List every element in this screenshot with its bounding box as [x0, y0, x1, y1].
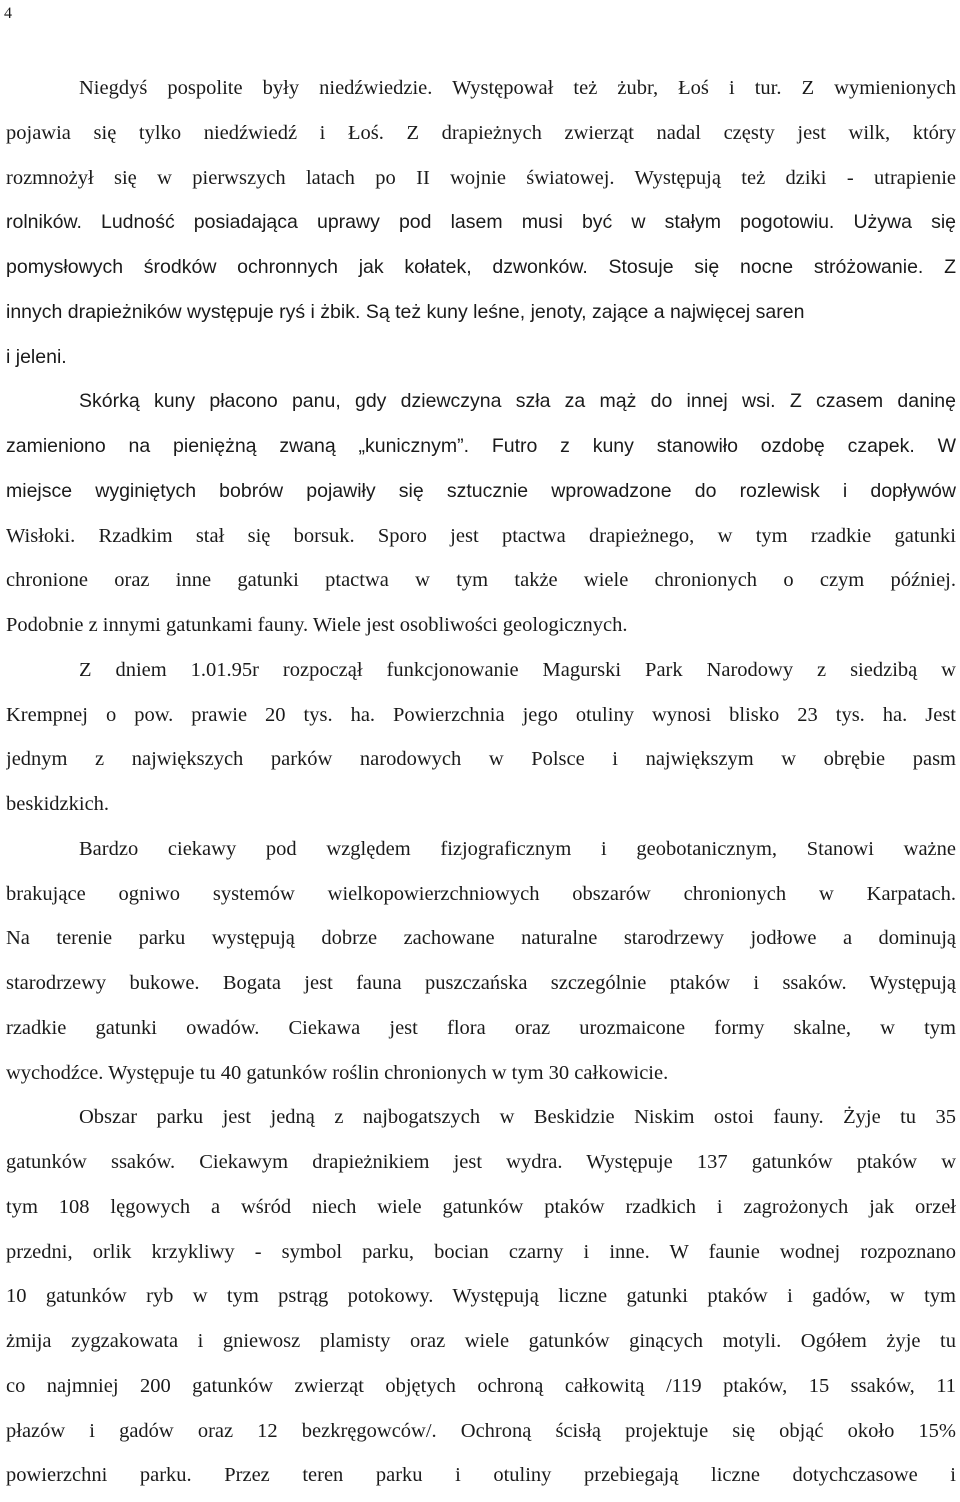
- text-line: brakujące ogniwo systemów wielkopowierzchniowych obszarów chronionych w Karpatach.: [6, 882, 956, 905]
- text-line: Bardzo ciekawy pod względem fizjograficznym i geobotanicznym, Stanowi ważne: [79, 837, 956, 860]
- text-line: gatunków ssaków. Ciekawym drapieżnikiem jest wydra. Występuje 137 gatunków ptaków w: [6, 1151, 956, 1173]
- text-line: płazów i gadów oraz 12 bezkręgowców/. Ochroną ścisłą projektuje się objąć około 15%: [6, 1419, 956, 1442]
- text-line: Wisłoki. Rzadkim stał się borsuk. Sporo jest ptactwa drapieżnego, w tym rzadkie gatunki: [6, 524, 956, 547]
- text-line: chronione oraz inne gatunki ptactwa w tym także wiele chronionych o czym później.: [6, 569, 956, 592]
- text-line: Na terenie parku występują dobrze zachowane naturalne starodrzewy jodłowe a dominują: [6, 927, 956, 950]
- text-line: jednym z największych parków narodowych w Polsce i największym w obrębie pasm: [6, 748, 956, 771]
- text-line: powierzchni parku. Przez teren parku i otuliny przebiegają liczne dotychczasowe i: [6, 1464, 956, 1487]
- text-line: Krempnej o pow. prawie 20 tys. ha. Powierzchnia jego otuliny wynosi blisko 23 tys. ha. Jest: [6, 703, 956, 726]
- text-line: tym 108 lęgowych a wśród niech wiele gatunków ptaków rzadkich i zagrożonych jak orzeł: [6, 1195, 956, 1218]
- text-line: Niegdyś pospolite były niedźwiedzie. Występował też żubr, Łoś i tur. Z wymienionych: [79, 77, 956, 99]
- text-line: beskidzkich.: [6, 793, 110, 815]
- text-line: Z dniem 1.01.95r rozpoczął funkcjonowanie Magurski Park Narodowy z siedzibą w: [79, 658, 956, 681]
- text-line: zamieniono na pieniężną zwaną „kunicznym”. Futro z kuny stanowiło ozdobę czapek. W: [6, 435, 956, 457]
- text-line: Skórką kuny płacono panu, gdy dziewczyna szła za mąż do innej wsi. Z czasem daninę: [79, 390, 956, 413]
- document-body: [6, 70, 956, 1502]
- text-line: 10 gatunków ryb w tym pstrąg potokowy. Występują liczne gatunki ptaków i gadów, w tym: [6, 1285, 956, 1308]
- text-line: miejsce wyginiętych bobrów pojawiły się sztucznie wprowadzone do rozlewisk i dopływów: [6, 479, 956, 502]
- text-line: żmija zygzakowata i gniewosz plamisty oraz wiele gatunków ginących motyli. Ogółem żyje tu: [6, 1330, 956, 1352]
- text-line: Podobnie z innymi gatunkami fauny. Wiele jest osobliwości geologicznych.: [6, 614, 628, 636]
- text-line: wychodźce. Występuje tu 40 gatunków roślin chronionych w tym 30 całkowicie.: [6, 1061, 669, 1084]
- text-line: innych drapieżników występuje ryś i żbik. Są też kuny leśne, jenoty, zające a najwięcej saren: [6, 300, 805, 323]
- text-line: pomysłowych środków ochronnych jak kołatek, dzwonków. Stosuje się nocne stróżowanie. Z: [6, 256, 956, 278]
- text-line: Obszar parku jest jedną z najbogatszych w Beskidzie Niskim ostoi fauny. Żyje tu 35: [79, 1106, 956, 1129]
- text-line: rolników. Ludność posiadająca uprawy pod lasem musi być w stałym pogotowiu. Używa się: [6, 211, 956, 234]
- text-line: i jeleni.: [6, 345, 67, 368]
- text-line: rzadkie gatunki owadów. Ciekawa jest flora oraz urozmaicone formy skalne, w tym: [6, 1016, 956, 1039]
- text-line: pojawia się tylko niedźwiedź i Łoś. Z drapieżnych zwierząt nadal częsty jest wilk, który: [6, 121, 956, 144]
- text-line: przedni, orlik krzykliwy - symbol parku, bocian czarny i inne. W faunie wodnej rozpoznano: [6, 1240, 956, 1263]
- text-line: starodrzewy bukowe. Bogata jest fauna puszczańska szczególnie ptaków i ssaków. Występują: [6, 972, 956, 994]
- text-line: rozmnożył się w pierwszych latach po II wojnie światowej. Występują też dziki - utrapienie: [6, 166, 956, 189]
- text-line: co najmniej 200 gatunków zwierząt objętych ochroną całkowitą /119 ptaków, 15 ssaków, 11: [6, 1374, 956, 1397]
- page-number: 4: [4, 5, 12, 22]
